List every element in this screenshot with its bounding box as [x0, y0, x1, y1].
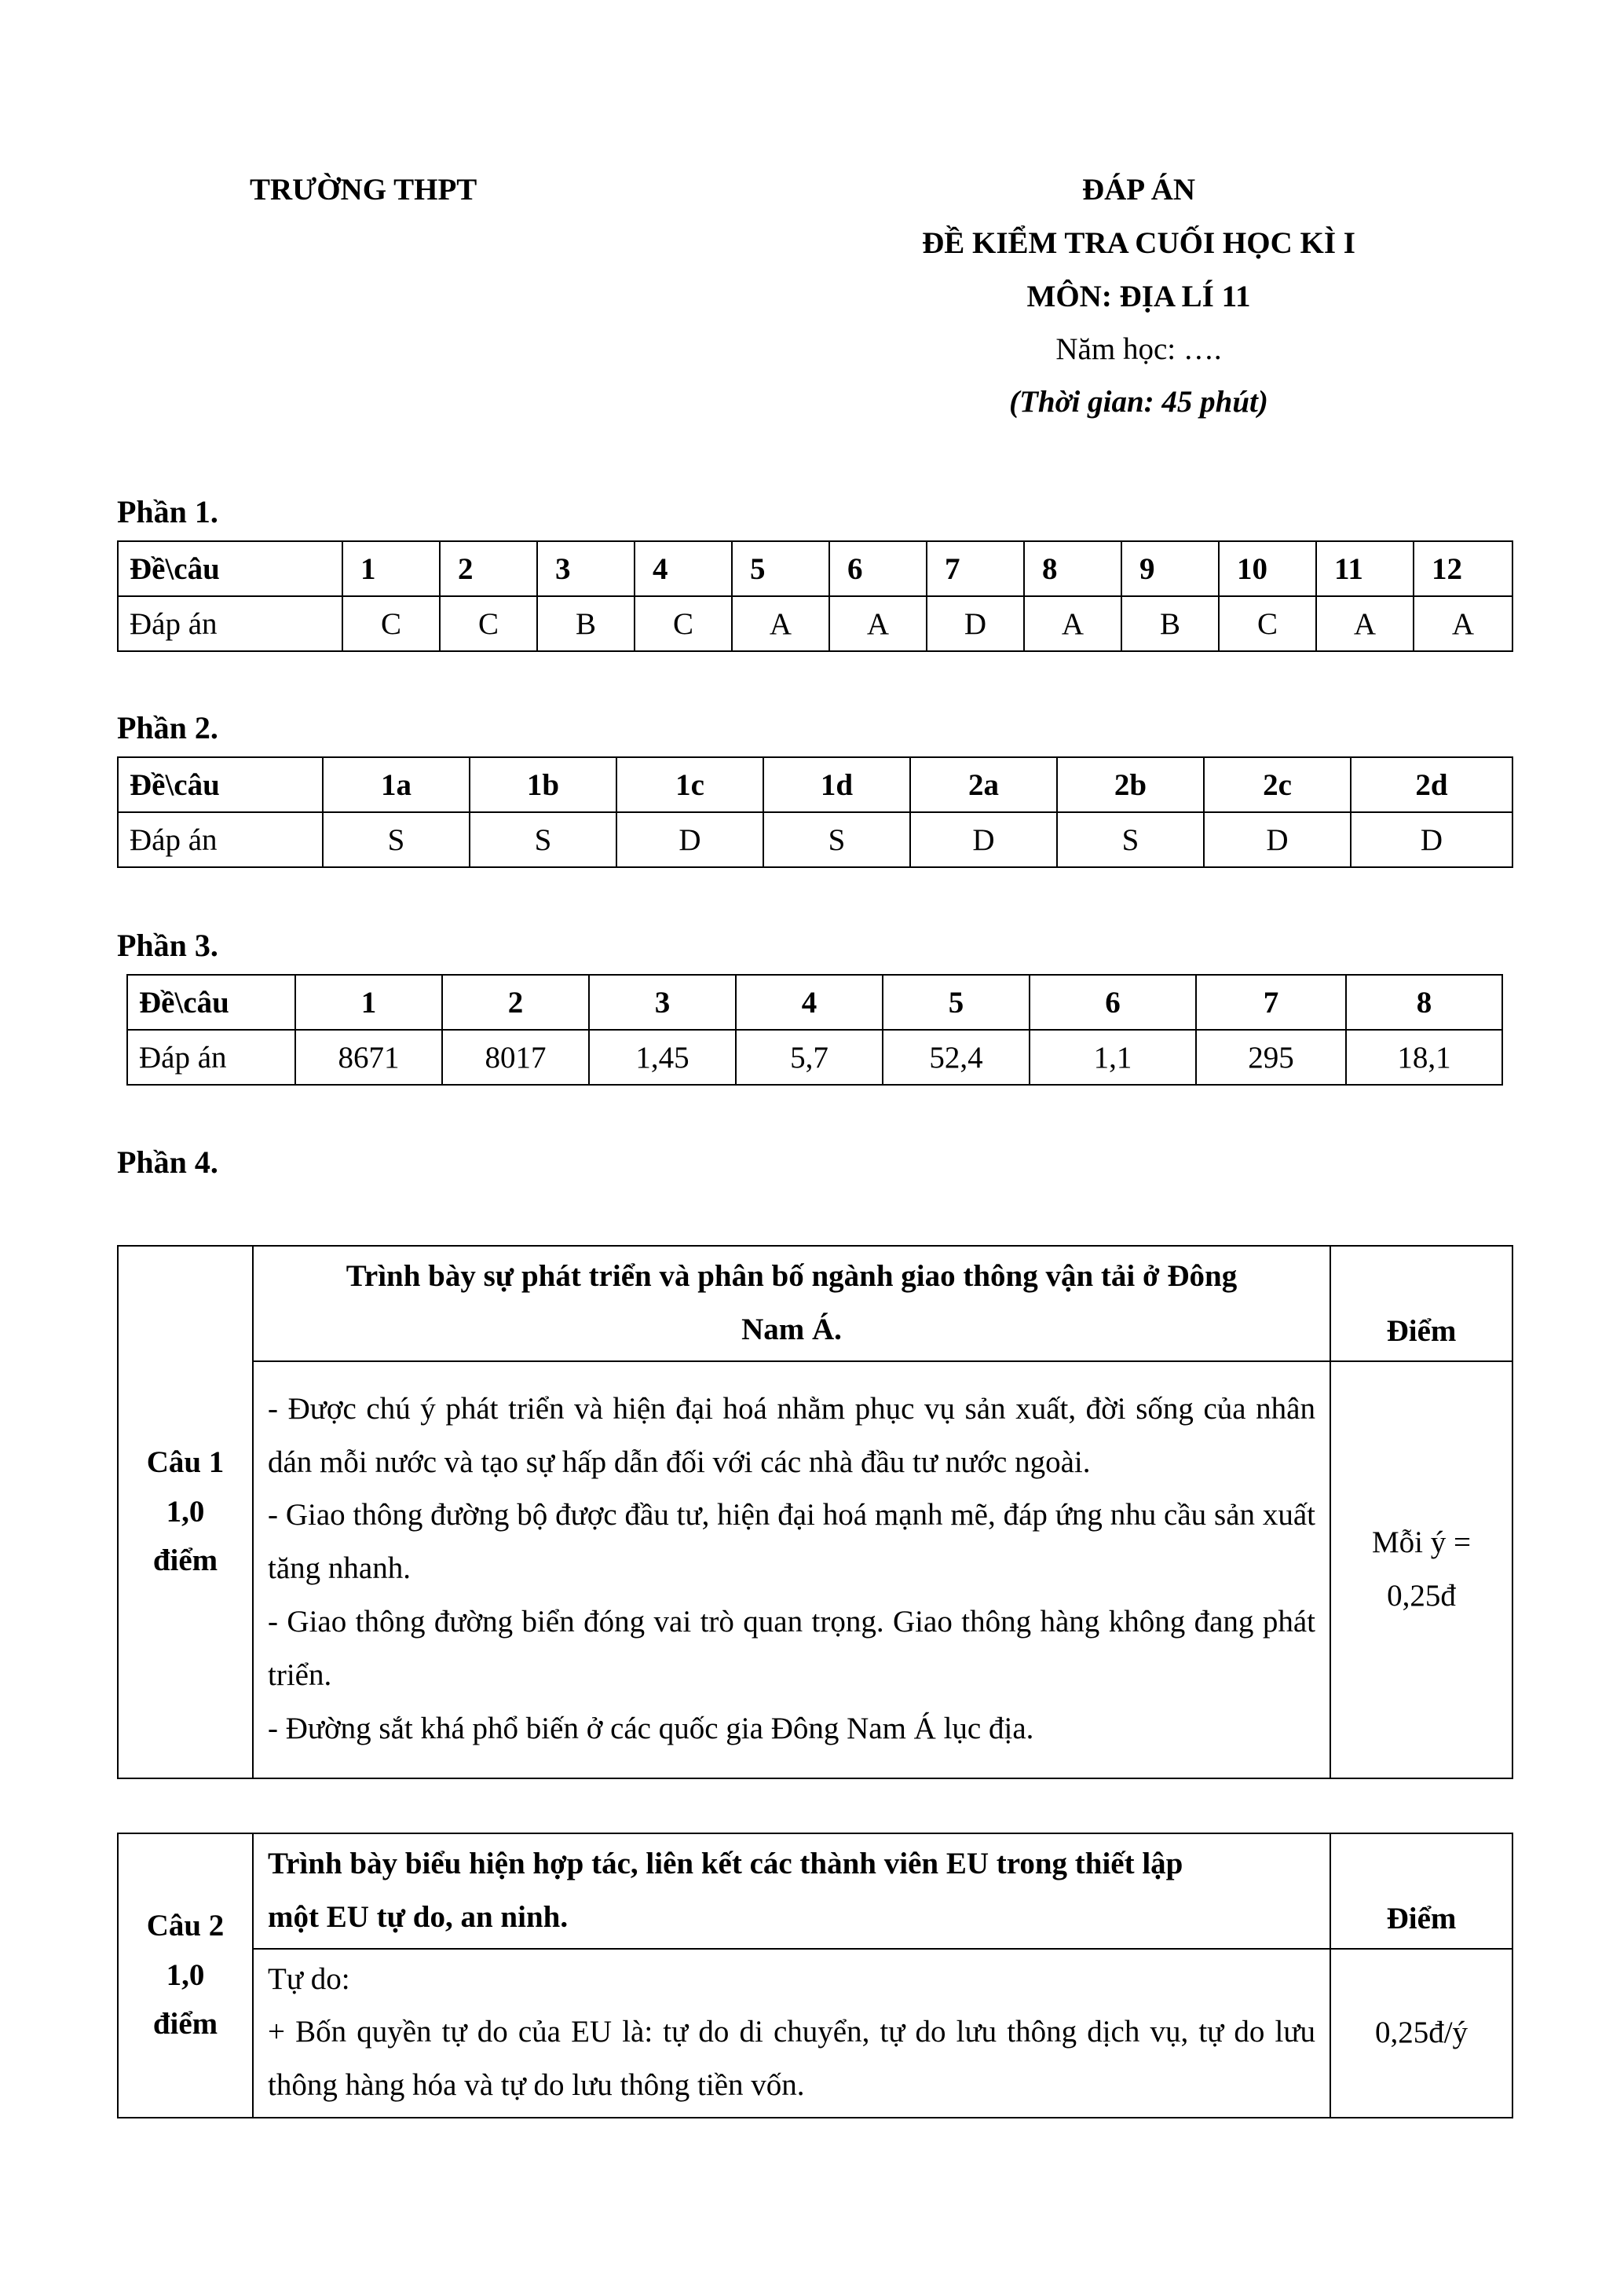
row-label-question: Đề\câu	[118, 757, 323, 812]
answer-cell: 1,45	[589, 1030, 736, 1085]
question2-title-line1: Trình bày biểu hiện hợp tác, liên kết các thành viên EU trong thiết lập	[268, 1847, 1183, 1880]
exam-title: ĐỀ KIỂM TRA CUỐI HỌC KÌ I	[922, 226, 1355, 260]
answer-cell: 52,4	[883, 1030, 1030, 1085]
question2-points-unit: điểm	[152, 2007, 218, 2041]
question-number: 4	[736, 975, 883, 1030]
question-number: 2b	[1057, 757, 1204, 812]
part2-title: Phần 2.	[117, 710, 218, 745]
question1-score-cell	[1330, 1361, 1512, 1779]
answer-cell: S	[763, 812, 910, 867]
subject-title: MÔN: ĐỊA LÍ 11	[1026, 280, 1251, 313]
school-name: TRƯỜNG THPT	[250, 173, 477, 207]
answer-cell: S	[323, 812, 470, 867]
question-number: 1c	[616, 757, 763, 812]
answer-cell: A	[1414, 596, 1512, 651]
part4-question1-table	[117, 1245, 1513, 1779]
answer-cell: C	[440, 596, 537, 651]
question-number: 7	[1196, 975, 1346, 1030]
answer-point: - Được chú ý phát triển và hiện đại hoá nhằm phục vụ sản xuất, đời sống của nhân dán mỗi nước và tạo sự hấp dẫn đối với các nhà đầu tư nước ngoài.	[268, 1391, 1315, 1479]
answer-cell: C	[1219, 596, 1316, 651]
answer-cell: S	[470, 812, 616, 867]
answer-point: - Giao thông đường biển đóng vai trò quan trọng. Giao thông hàng không đang phát triển.	[268, 1605, 1315, 1693]
question-number: 3	[589, 975, 736, 1030]
answer-cell: A	[732, 596, 829, 651]
answer-cell: D	[927, 596, 1024, 651]
answer-cell: C	[635, 596, 732, 651]
question-number: 1d	[763, 757, 910, 812]
question-number: 4	[635, 541, 732, 596]
question2-title-line2: một EU tự do, an ninh.	[268, 1900, 569, 1935]
question-number: 8	[1024, 541, 1121, 596]
question-number: 1	[295, 975, 442, 1030]
question1-score-line1: Mỗi ý =	[1371, 1525, 1471, 1560]
row-label-question: Đề\câu	[127, 975, 295, 1030]
question-number: 9	[1121, 541, 1219, 596]
part4-question2-table	[117, 1833, 1513, 2118]
answer-cell: 8017	[442, 1030, 589, 1085]
answer-cell: A	[1316, 596, 1414, 651]
part2-answer-row	[118, 812, 1512, 867]
question2-title	[253, 1833, 1330, 1949]
part2-answer-table	[117, 756, 1513, 868]
question-number: 5	[883, 975, 1030, 1030]
answer-cell: D	[910, 812, 1057, 867]
part3-answer-table	[126, 974, 1503, 1086]
answer-cell: B	[537, 596, 635, 651]
answer-cell: A	[1024, 596, 1121, 651]
part3-answer-row	[127, 1030, 1502, 1085]
answer-key-title: ĐÁP ÁN	[1081, 173, 1196, 207]
exam-duration: (Thời gian: 45 phút)	[1009, 385, 1268, 419]
question-number: 1b	[470, 757, 616, 812]
part1-title: Phần 1.	[117, 494, 218, 529]
answer-cell: 5,7	[736, 1030, 883, 1085]
row-label-answer: Đáp án	[127, 1030, 295, 1085]
question-number: 2c	[1204, 757, 1351, 812]
part4-title: Phần 4.	[117, 1144, 218, 1180]
question-number: 10	[1219, 541, 1316, 596]
question-number: 7	[927, 541, 1024, 596]
question1-title-line1: Trình bày sự phát triển và phân bố ngành giao thông vận tải ở Đông	[346, 1259, 1238, 1293]
answer-point: - Đường sắt khá phổ biến ở các quốc gia Đông Nam Á lục địa.	[268, 1711, 1034, 1745]
part1-answer-table	[117, 540, 1513, 652]
question2-points: 1,0	[166, 1957, 205, 1992]
question-number: 3	[537, 541, 635, 596]
question-number: 2a	[910, 757, 1057, 812]
question-number: 12	[1414, 541, 1512, 596]
part1-answer-row	[118, 596, 1512, 651]
answer-cell: D	[616, 812, 763, 867]
school-year: Năm học: ….	[1055, 332, 1222, 366]
answer-cell: A	[829, 596, 927, 651]
question1-title-line2: Nam Á.	[741, 1313, 842, 1347]
answer-cell: 295	[1196, 1030, 1346, 1085]
question2-title-row	[118, 1833, 1512, 1949]
question-number: 6	[829, 541, 927, 596]
question2-label-cell	[118, 1833, 253, 2118]
question1-score-header: Điểm	[1330, 1246, 1512, 1361]
answer-cell: 8671	[295, 1030, 442, 1085]
question1-label: Câu 1	[146, 1445, 225, 1480]
answer-point: + Bốn quyền tự do của EU là: tự do di chuyển, tự do lưu thông dịch vụ, tự do lưu thông hàng hóa và tự do lưu thông tiền vốn.	[268, 2015, 1315, 2103]
answer-cell: D	[1204, 812, 1351, 867]
question-number: 11	[1316, 541, 1414, 596]
question-number: 1	[342, 541, 440, 596]
question-number: 2	[442, 975, 589, 1030]
question1-points-unit: điểm	[152, 1543, 218, 1578]
part2-question-row	[118, 757, 1512, 812]
question1-title-row	[118, 1246, 1512, 1361]
question1-title	[253, 1246, 1330, 1361]
question-number: 6	[1030, 975, 1196, 1030]
question1-content-row	[118, 1361, 1512, 1779]
answer-cell: C	[342, 596, 440, 651]
question2-score-cell: 0,25đ/ý	[1330, 1949, 1512, 2118]
question-number: 8	[1346, 975, 1502, 1030]
question-number: 5	[732, 541, 829, 596]
question-number: 1a	[323, 757, 470, 812]
question2-score-header: Điểm	[1330, 1833, 1512, 1949]
question1-label-cell	[118, 1246, 253, 1778]
answer-cell: D	[1351, 812, 1512, 867]
answer-point: - Giao thông đường bộ được đầu tư, hiện đại hoá mạnh mẽ, đáp ứng nhu cầu sản xuất tăng nhanh.	[268, 1498, 1315, 1586]
question2-label: Câu 2	[146, 1909, 225, 1943]
part3-title: Phần 3.	[117, 928, 218, 963]
answer-cell: S	[1057, 812, 1204, 867]
part1-question-row	[118, 541, 1512, 596]
question-number: 2	[440, 541, 537, 596]
answer-heading: Tự do:	[268, 1961, 350, 1996]
question-number: 2d	[1351, 757, 1512, 812]
question2-content-row	[118, 1949, 1512, 2118]
question1-answer-content	[253, 1361, 1330, 1779]
question1-points: 1,0	[166, 1494, 205, 1529]
answer-cell: 18,1	[1346, 1030, 1502, 1085]
part3-question-row	[127, 975, 1502, 1030]
row-label-answer: Đáp án	[118, 596, 342, 651]
answer-cell: 1,1	[1030, 1030, 1196, 1085]
answer-cell: B	[1121, 596, 1219, 651]
question2-answer-content	[253, 1949, 1330, 2118]
row-label-answer: Đáp án	[118, 812, 323, 867]
row-label-question: Đề\câu	[118, 541, 342, 596]
question1-score-line2: 0,25đ	[1387, 1579, 1456, 1613]
